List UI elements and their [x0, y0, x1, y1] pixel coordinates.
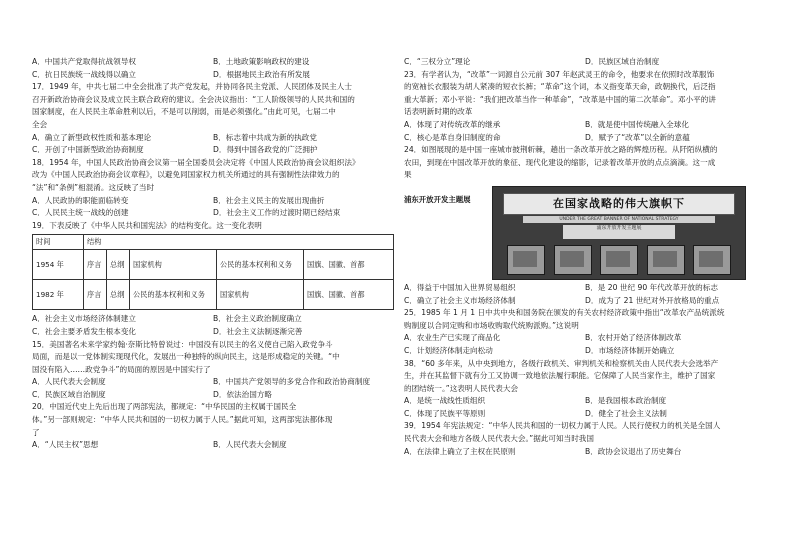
option-row — [404, 446, 766, 459]
question-stem-line: 的团结统一。”这表明人民代表大会 — [404, 383, 519, 393]
option-row — [404, 395, 766, 408]
option-c: C．开创了中国新型政治协商制度 — [32, 145, 144, 155]
option-row — [404, 345, 766, 358]
option-d: D．社会主义法制逐渐完善 — [213, 326, 303, 336]
option-c: C．抗日民族统一战线得以确立 — [32, 69, 137, 79]
option-b: B．农村开始了经济体制改革 — [585, 333, 682, 343]
question-24 — [404, 144, 766, 307]
table-cell-general: 总纲 — [107, 280, 130, 310]
option-c: C．体现了民族平等原则 — [404, 408, 486, 418]
question-stem-line: 体。”另一部则规定：“中华人民共和国的一切权力属于人民。”据此可知，这两部宪法都体现 — [32, 415, 333, 425]
option-row — [32, 207, 394, 220]
option-row — [32, 389, 394, 402]
option-row — [32, 326, 394, 339]
question-stem-line: 23．有学者认为，“改革”一词源自公元前 307 年赵武灵王的命令，他要求在依照时改革服饰 — [404, 69, 715, 79]
question-stem-line: 局面，而是以一党体制实现现代化，发展出一种独特的纵向民主，这是形成稳定的关键。“中 — [32, 352, 340, 362]
question-stem-line: 国家制度，在人民民主革命胜利以后，不是可以削弱，而是必须强化。”由此可见，七届二中 — [32, 107, 336, 117]
option-b: B．政协会议退出了历史舞台 — [585, 446, 682, 456]
exhibition-hall-image — [492, 186, 746, 280]
option-d: D．根据地民主政治有所发展 — [213, 69, 310, 79]
option-d: D．得到中国各政党的广泛拥护 — [213, 145, 318, 155]
photo-exhibit-sign: 浦东开放开发主题展 — [563, 225, 675, 239]
question-stem-line: 农田，到现在中国改革开放的象征、现代化建设的缩影，记录着改革开放的点点滴滴。这一成 — [404, 157, 716, 167]
option-row — [404, 132, 766, 145]
option-c: C．民族区域自治制度 — [32, 389, 106, 399]
question-stem-line: 17．1949 年，中共七届二中全会批准了共产党发起，并协同各民主党派、人民团体及民主人士 — [32, 82, 352, 92]
option-row — [404, 332, 766, 345]
option-row — [32, 132, 394, 145]
question-stem-line: 全会 — [32, 119, 48, 129]
option-b: B．土地政策影响政权的建设 — [213, 57, 310, 66]
option-a: A．社会主义市场经济体制建立 — [32, 314, 136, 324]
option-c: C．核心是革自身旧制度的命 — [404, 132, 501, 142]
option-c: C．“三权分立”理论 — [404, 57, 471, 66]
question-stem-line: 38．“60 多年来，从中央到地方，各级行政机关、审判机关和检察机关由人民代表大会选举产 — [404, 358, 719, 368]
table-cell-year: 1982 年 — [33, 280, 84, 310]
option-c: C．确立了社会主义市场经济体制 — [404, 295, 516, 305]
option-a: A．人民政协的职能面临转变 — [32, 195, 129, 205]
option-a: A．中国共产党取得抗战领导权 — [32, 57, 136, 66]
option-a: A．体现了对传统改革的继承 — [404, 119, 501, 129]
option-d: D．社会主义工作的过渡时期已经结束 — [213, 208, 341, 218]
picture-frame — [600, 245, 638, 275]
constitution-structure-table — [32, 234, 394, 310]
photo-banner-text: 在国家战略的伟大旗帜下 — [503, 193, 735, 215]
question-20 — [32, 401, 394, 451]
question-stem-line: 生，并在其监督下就有分工又协调一致地依法履行职能。它保障了人民当家作主，维护了国家 — [404, 371, 716, 381]
table-row — [33, 250, 394, 280]
exhibition-photo — [404, 186, 766, 278]
picture-frame — [693, 245, 731, 275]
option-d: D．依法治国方略 — [213, 389, 273, 399]
table-cell-preface: 序言 — [84, 280, 107, 310]
question-stem-line: 25．1985 年 1 月 1 日中共中央和国务院在颁发的有关农村经济政策中指出“改革农产品统派统 — [404, 308, 725, 318]
option-a: A．“人民主权”思想 — [32, 440, 99, 450]
question-19 — [32, 220, 394, 339]
question-stem-line: 39．1954 年宪法规定：“中华人民共和国的一切权力属于人民。人民行使权力的机关是全国人 — [404, 421, 721, 431]
option-b: B．就是使中国传统融入全球化 — [585, 119, 689, 129]
question-stem-line: 了 — [32, 427, 40, 437]
option-a: A．在法律上确立了主权在民原则 — [404, 446, 516, 456]
option-b: B．是 20 世纪 90 年代改革开放的标志 — [585, 282, 718, 292]
option-row — [32, 195, 394, 208]
option-b: B．中国共产党领导的多党合作和政治协商制度 — [213, 377, 371, 387]
option-b: B．社会主义政治制度确立 — [213, 314, 302, 324]
question-stem-line: 民代表大会和地方各级人民代表大会。”据此可知当时我国 — [404, 434, 594, 444]
table-row — [33, 280, 394, 310]
option-d: D．市场经济体制开始确立 — [585, 345, 675, 355]
question-stem-line: “法”和“条例”相混淆。这反映了当时 — [32, 182, 155, 192]
option-row — [404, 119, 766, 132]
option-a: A．人民代表大会制度 — [32, 377, 106, 387]
option-d: D．健全了社会主义法制 — [585, 408, 667, 418]
option-d: D．成为了 21 世纪对外开放格局的重点 — [585, 295, 720, 305]
option-row — [404, 295, 766, 308]
option-b: B．人民代表大会制度 — [213, 440, 287, 450]
table-cell-year: 1954 年 — [33, 250, 84, 280]
option-row — [404, 282, 766, 295]
option-b: B．社会主义民主的发展出现曲折 — [213, 195, 325, 205]
right-column — [404, 56, 766, 458]
photo-frames — [507, 245, 731, 273]
question-stem-line: 重大革新；邓小平说：“我们把改革当作一种革命”，“改革是中国的第二次革命”。邓小平的讲 — [404, 94, 716, 104]
option-row — [32, 313, 394, 326]
option-row — [404, 56, 766, 69]
question-stem-line: 召开新政治协商会议及成立民主联合政府的建议。全会决议指出：“工人阶级领导的人民共和国的 — [32, 94, 355, 104]
option-d: D．民族区域自治制度 — [585, 57, 660, 66]
picture-frame — [554, 245, 592, 275]
table-cell-part4: 公民的基本权利和义务 — [217, 250, 304, 280]
picture-frame — [507, 245, 545, 275]
question-25 — [404, 307, 766, 357]
picture-frame — [647, 245, 685, 275]
option-b: B．是我国根本政治制度 — [585, 396, 667, 406]
photo-subtitle: UNDER THE GREAT BANNER OF NATIONAL STRATEGY — [523, 216, 715, 223]
question-stem-line: 果 — [404, 170, 412, 180]
question-stem-line: 国没有陷入……政党争斗”的局面的原因是中国实行了 — [32, 364, 211, 374]
question-38 — [404, 358, 766, 421]
question-39 — [404, 420, 766, 458]
question-stem-line: 的宽袖长衣服装为胡人紧凑的短衣长裤；“革命”这个词，本义指变革天命，政朝换代，后泛指 — [404, 82, 716, 92]
option-c: C．计划经济体制走向松动 — [404, 345, 493, 355]
table-header-structure: 结构 — [84, 235, 394, 250]
question-stem-line: 15．美国著名未来学家约翰·奈斯比特曾说过：中国没有以民主的名义使自己陷入政党争斗 — [32, 339, 333, 349]
left-column — [32, 56, 394, 452]
option-c: C．人民民主统一战线的创建 — [32, 208, 129, 218]
table-cell-general: 总纲 — [107, 250, 130, 280]
question-stem-line: 19．下表反映了《中华人民共和国宪法》的结构变化。这一变化表明 — [32, 220, 262, 230]
question-stem-line: 话表明新时期的改革 — [404, 107, 473, 117]
option-row — [32, 376, 394, 389]
option-row — [404, 408, 766, 421]
option-row — [32, 56, 394, 69]
option-d: D．赋予了“改革”以全新的意蕴 — [585, 132, 690, 142]
question-stem-line: 18．1954 年，中国人民政治协商会议第一届全国委员会决定将《中国人民政治协商会议组织法》 — [32, 157, 360, 167]
question-stem-line: 购制度以合同定购和市场收购取代统购派购。”这说明 — [404, 320, 579, 330]
table-cell-part4: 国家机构 — [217, 280, 304, 310]
table-cell-part5: 国旗、国徽、首都 — [304, 250, 394, 280]
question-17 — [32, 81, 394, 157]
option-row — [32, 69, 394, 82]
option-a: A．是统一战线性质组织 — [404, 396, 486, 406]
option-b: B．标志着中共成为新的执政党 — [213, 132, 317, 142]
question-stem-line: 24．如图展现的是中国一座城市披荆斩棘，趟出一条改革开放之路的辉煌历程。从阡陌纵横的 — [404, 145, 718, 155]
photo-caption: 浦东开放开发主题展 — [404, 194, 471, 204]
option-a: A．农业生产已实现了商品化 — [404, 333, 501, 343]
table-cell-part3: 公民的基本权利和义务 — [130, 280, 217, 310]
question-stem-line: 20．中国近代史上先后出现了两部宪法，都规定：“中华民国的主权属于国民全 — [32, 402, 297, 412]
table-cell-preface: 序言 — [84, 250, 107, 280]
option-a: A．确立了新型政权性质和基本理论 — [32, 132, 152, 142]
table-cell-part3: 国家机构 — [130, 250, 217, 280]
option-row — [32, 439, 394, 452]
table-header-row — [33, 235, 394, 250]
question-23 — [404, 69, 766, 145]
question-15 — [32, 339, 394, 402]
question-18 — [32, 157, 394, 220]
table-cell-part5: 国旗、国徽、首都 — [304, 280, 394, 310]
option-row — [32, 144, 394, 157]
table-header-time: 时间 — [33, 235, 84, 250]
option-a: A．得益于中国加入世界贸易组织 — [404, 282, 516, 292]
question-stem-line: 改为《中国人民政治协商会议章程》，以避免同国家权力机关所通过的具有强制性法律效力的 — [32, 170, 340, 180]
option-c: C．社会主要矛盾发生根本变化 — [32, 326, 137, 336]
